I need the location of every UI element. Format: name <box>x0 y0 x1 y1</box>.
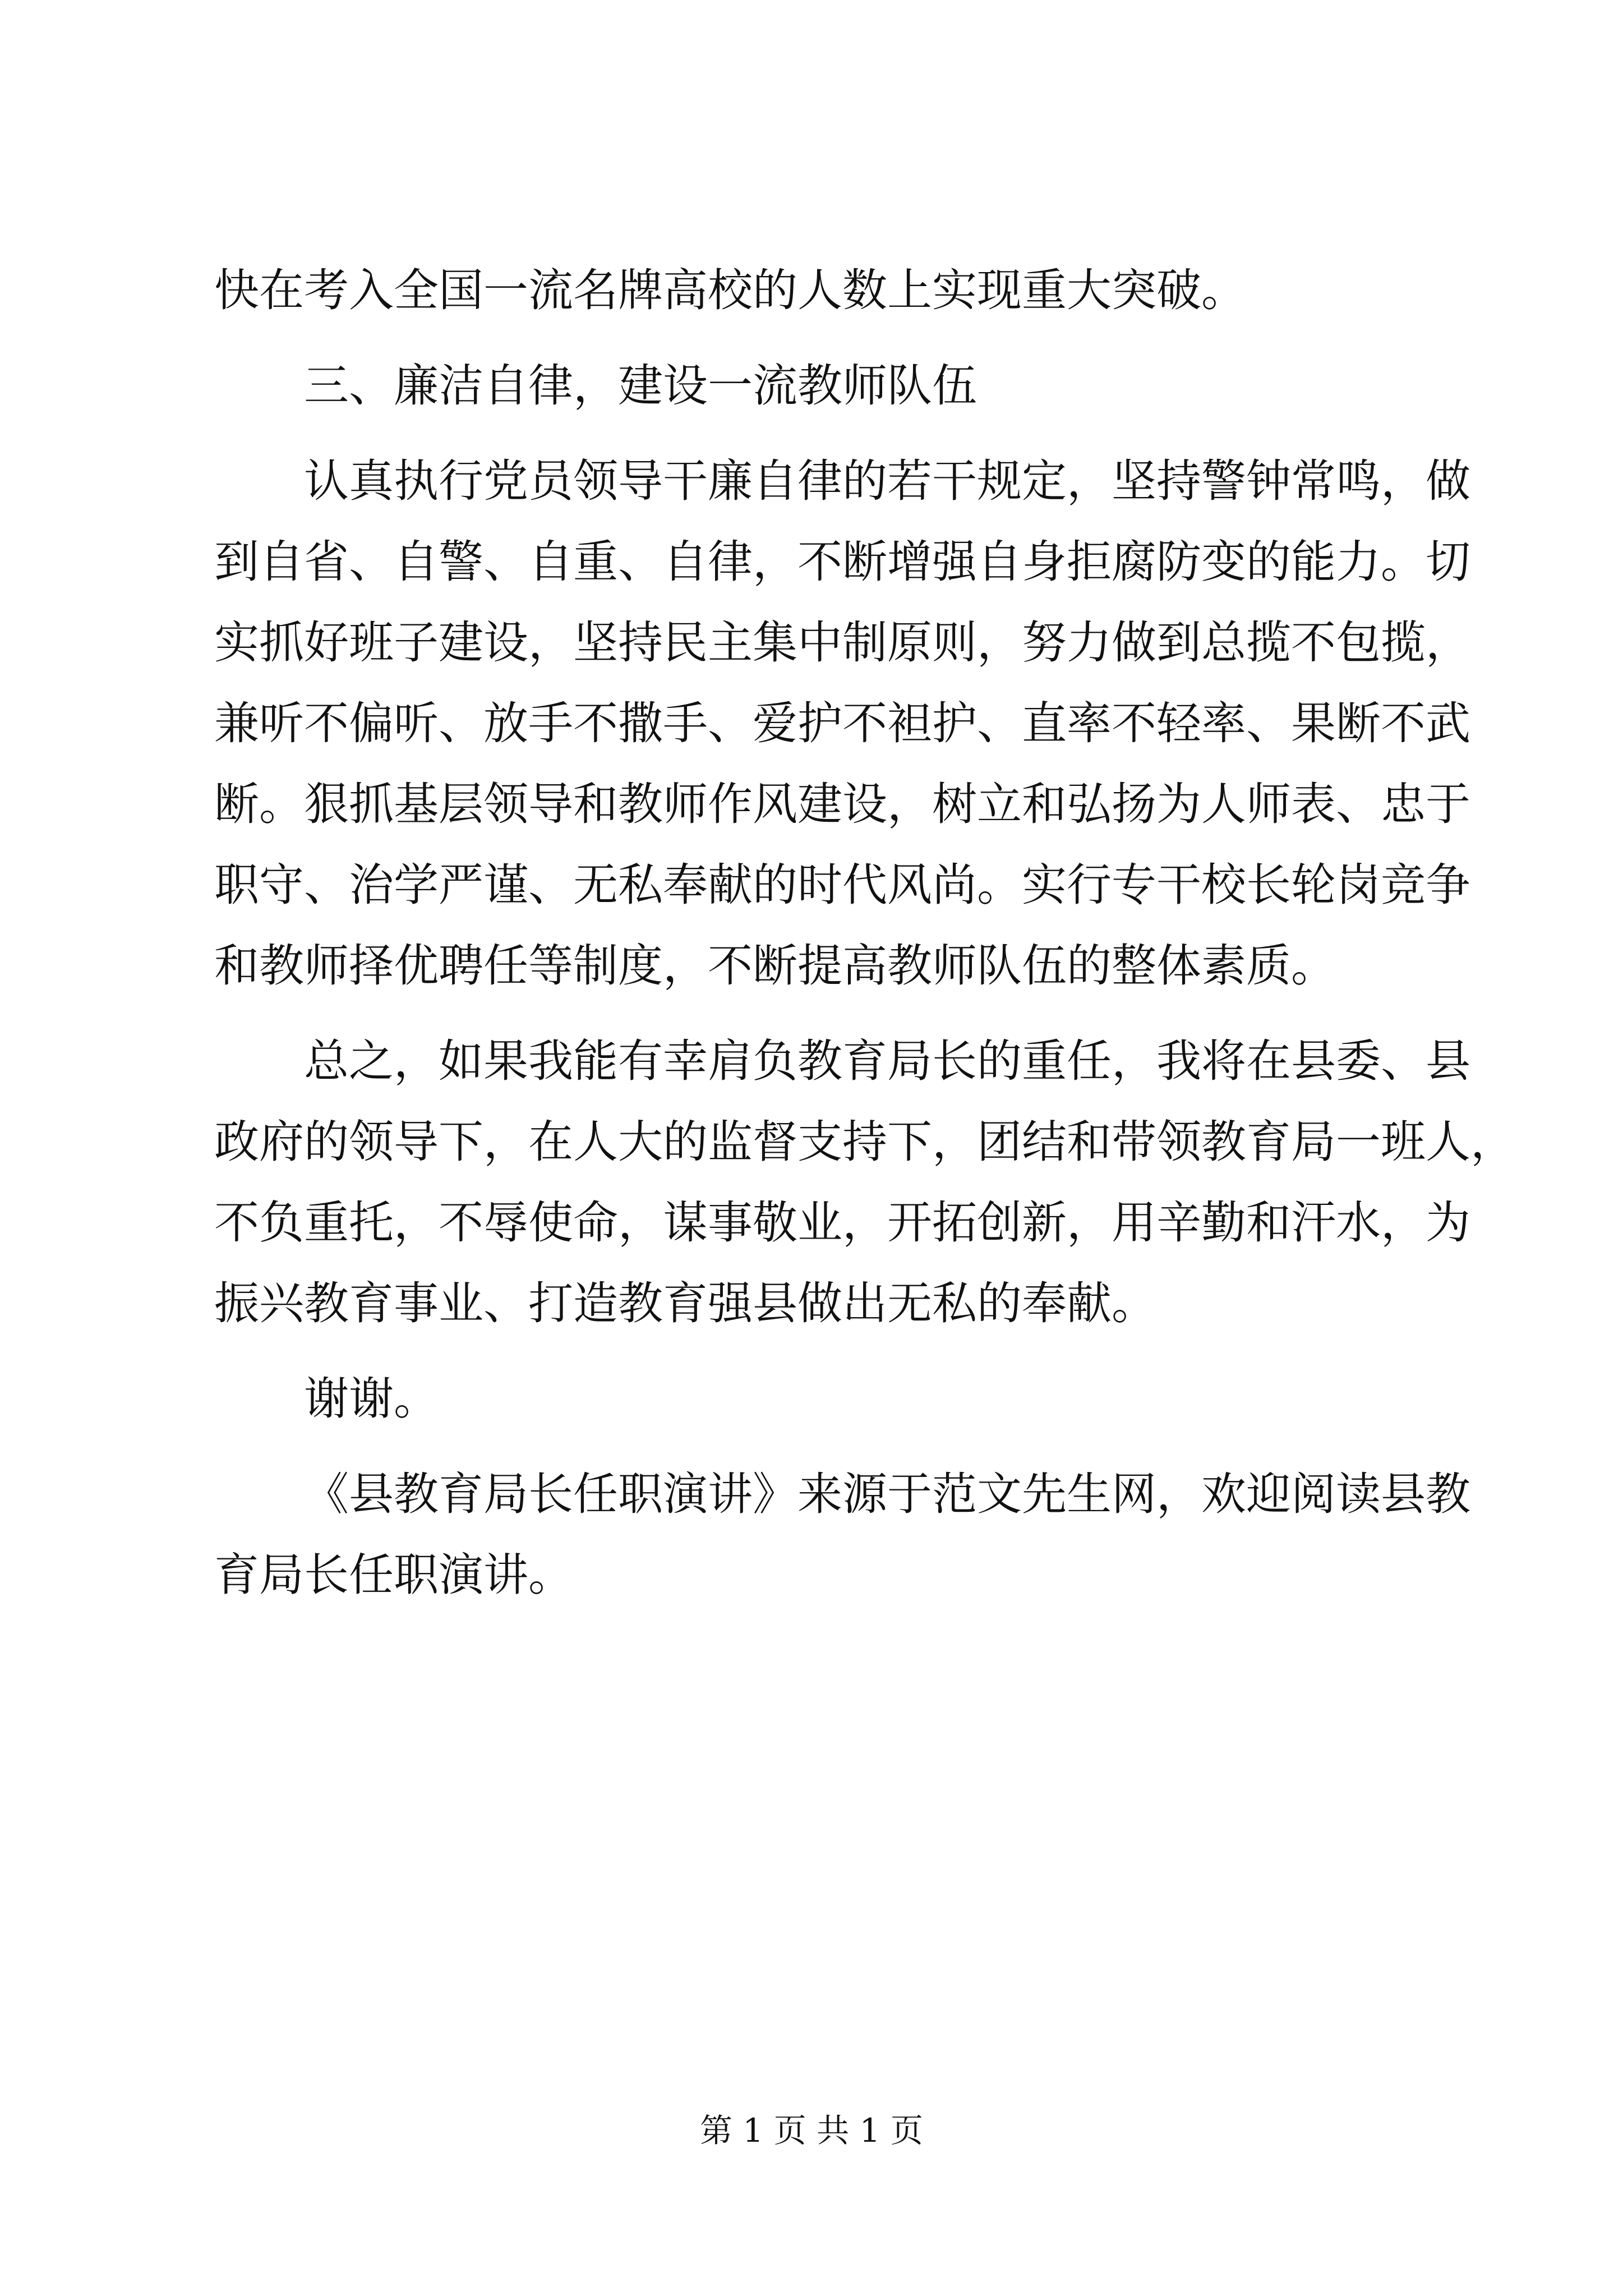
paragraph-line: 断。狠抓基层领导和教师作风建设，树立和弘扬为人师表、忠于 <box>214 778 1470 830</box>
paragraph-line: 快在考入全国一流名牌高校的人数上实现重大突破。 <box>214 264 1246 316</box>
paragraph-line: 总之，如果我能有幸肩负教育局长的重任，我将在县委、县 <box>304 1035 1470 1087</box>
paragraph-line: 育局长任职演讲。 <box>214 1549 573 1601</box>
paragraph-line: 实抓好班子建设，坚持民主集中制原则，努力做到总揽不包揽， <box>214 616 1470 669</box>
paragraph-line: 职守、治学严谨、无私奉献的时代风尚。实行专干校长轮岗竞争 <box>214 859 1470 911</box>
paragraph-line: 谢谢。 <box>304 1373 439 1425</box>
paragraph-line: 到自省、自警、自重、自律，不断增强自身拒腐防变的能力。切 <box>214 536 1470 588</box>
paragraph-line: 《县教育局长任职演讲》来源于范文先生网，欢迎阅读县教 <box>304 1468 1470 1520</box>
paragraph-line: 政府的领导下，在人大的监督支持下，团结和带领教育局一班人， <box>214 1116 1515 1168</box>
page-footer: 第 1 页 共 1 页 <box>700 2111 923 2150</box>
paragraph-line: 兼听不偏听、放手不撒手、爱护不袒护、直率不轻率、果断不武 <box>214 697 1470 749</box>
paragraph-line: 不负重托，不辱使命，谋事敬业，开拓创新，用辛勤和汗水，为 <box>214 1197 1470 1249</box>
paragraph-line: 认真执行党员领导干廉自律的若干规定，坚持警钟常鸣，做 <box>304 455 1470 507</box>
paragraph-line: 和教师择优聘任等制度，不断提高教师队伍的整体素质。 <box>214 940 1336 992</box>
paragraph-line: 振兴教育事业、打造教育强县做出无私的奉献。 <box>214 1277 1156 1329</box>
section-heading: 三、廉洁自律，建设一流教师队伍 <box>304 360 977 412</box>
